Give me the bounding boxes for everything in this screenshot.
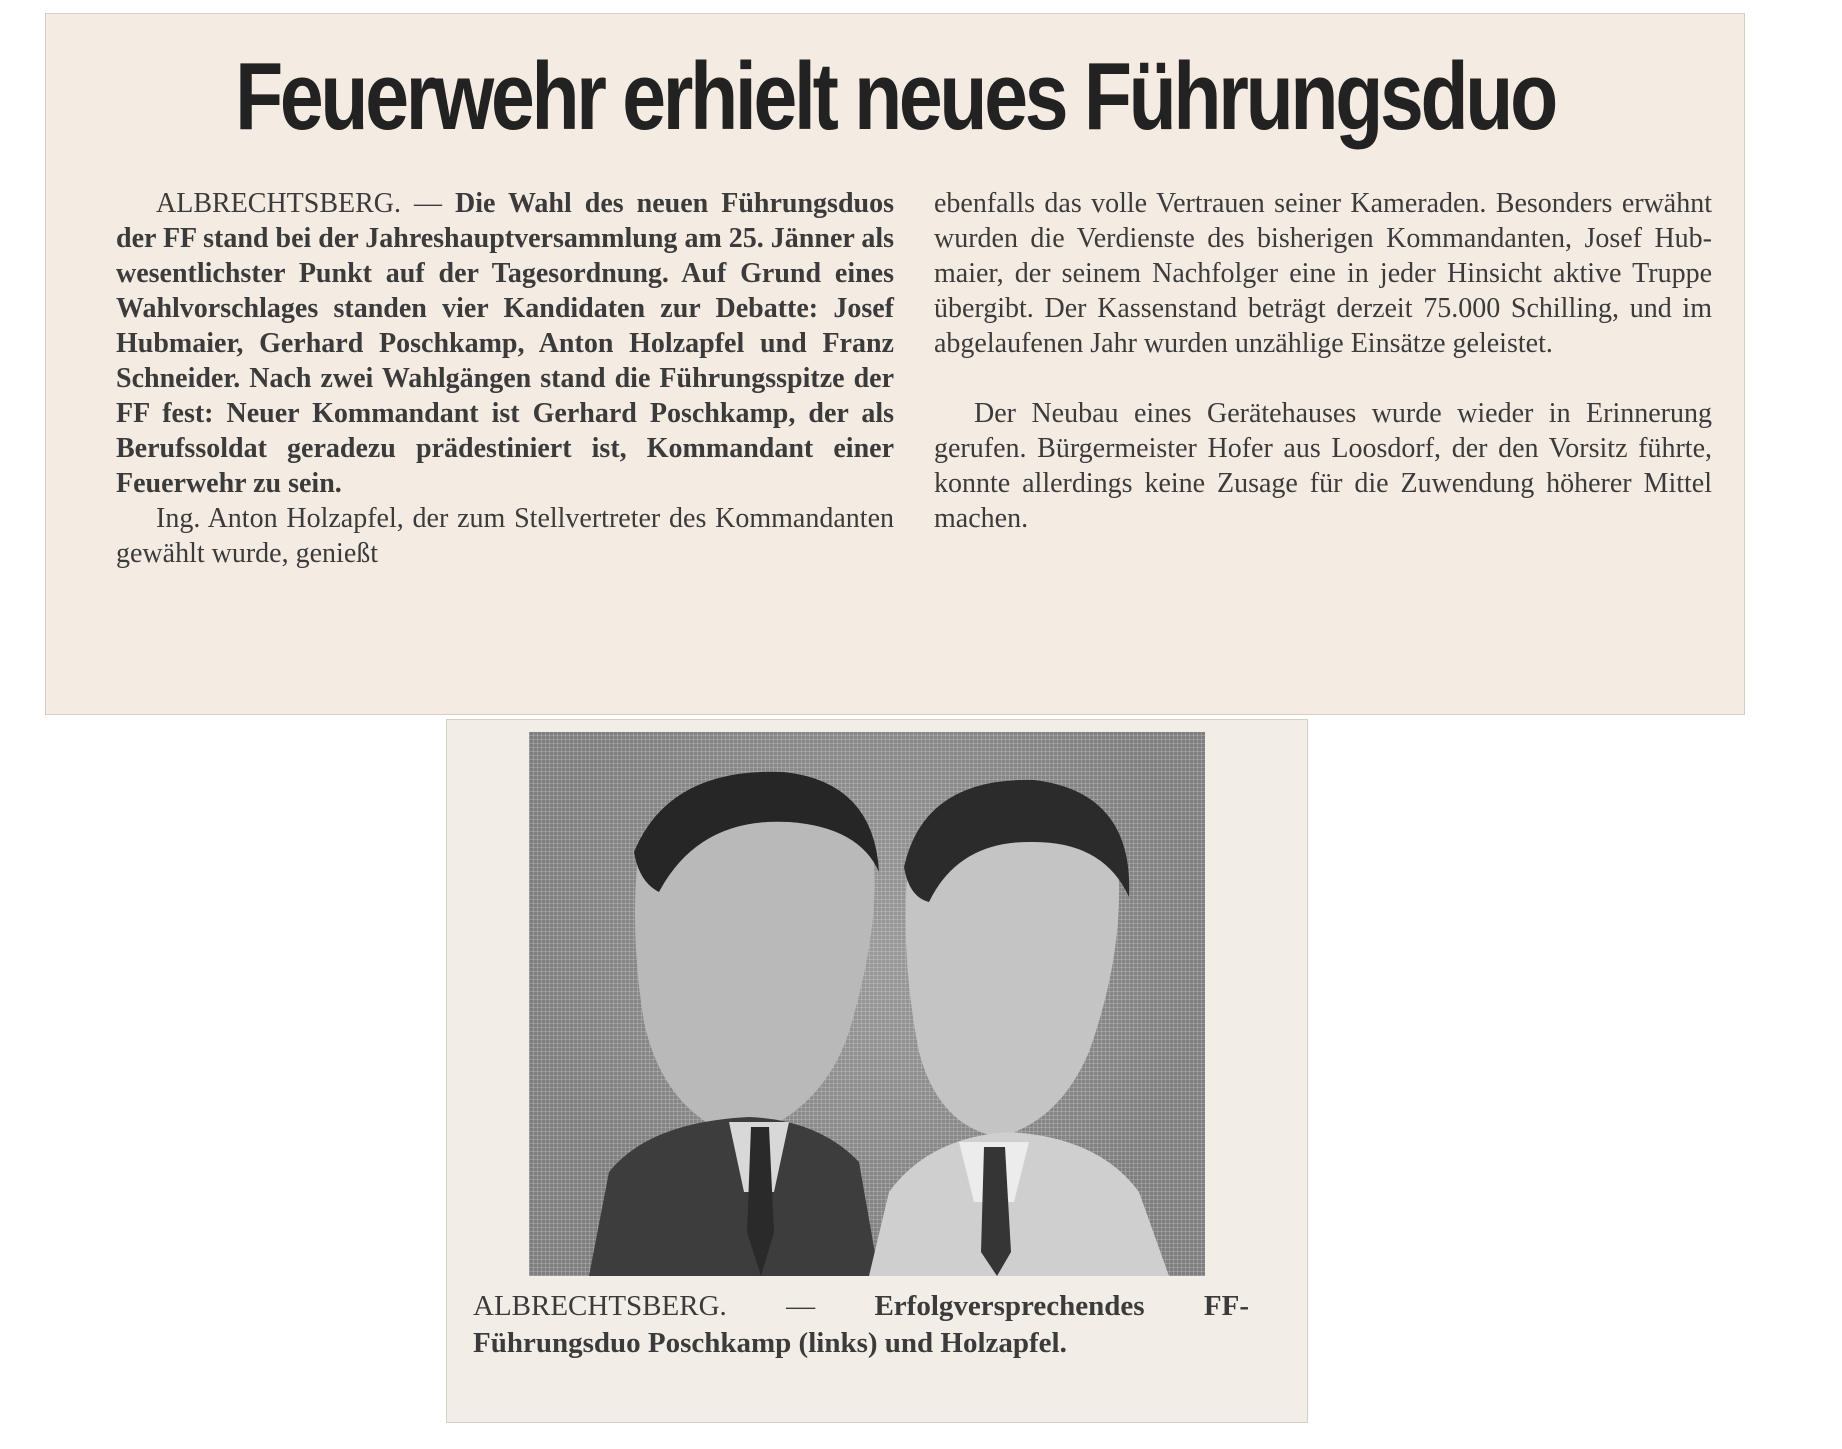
- two-men-portrait-image: [529, 732, 1205, 1276]
- article-column-right: [934, 186, 1712, 536]
- photo-caption: [473, 1288, 1249, 1362]
- paragraph-spacer: [934, 361, 1712, 396]
- article-paragraph-2: Ing. Anton Holzapfel, der zum Stellvertreter des Kommandanten gewählt wurde, genießt: [116, 503, 894, 569]
- article-paragraph-4: Der Neubau eines Gerätehauses wurde wieder in Erinnerung gerufen. Bürgermeister Hofer aus Loosdorf, der den Vorsitz führte, konnte allerdings keine Zusage für die Zuwendung höherer Mittel machen.: [934, 398, 1712, 534]
- article-column-left: [116, 186, 894, 571]
- article-clipping: [46, 14, 1744, 714]
- article-headline: Feuerwehr erhielt neues Führungsduo: [235, 43, 1555, 150]
- article-paragraph-1: [116, 186, 894, 501]
- caption-text: Erfolgversprechendes FF-Führungsduo Poschkamp (links) und Holzapfel.: [473, 1290, 1249, 1359]
- dateline: ALBRECHTSBERG. —: [156, 188, 443, 219]
- photo-clipping: [447, 720, 1307, 1422]
- lead-text: Die Wahl des neuen Führungsduos der FF stand bei der Jahreshauptversammlung am 25. Jänner als wesentlichster Punkt auf der Tagesordnung. Auf Grund eines Wahlvorschlages standen vier Kandidaten zur Debatte: Josef Hubmaier, Gerhard Poschkamp, Anton Holzapfel und Franz Schneider. Nach zwei Wahlgängen stand die Führungsspitze der FF fest: Neuer Kommandant ist Gerhard Poschkamp, der als Berufssoldat geradezu prädestiniert ist, Kommandant einer Feuerwehr zu sein.: [116, 188, 894, 499]
- caption-dateline: ALBRECHTSBERG. —: [473, 1290, 816, 1322]
- article-paragraph-3: ebenfalls das volle Vertrauen seiner Kameraden. Besonders erwähnt wurden die Verdienste des bisherigen Kommandanten, Josef Hubmaier, der seinem Nachfolger eine in jeder Hinsicht aktive Truppe übergibt. Der Kassenstand beträgt derzeit 75.000 Schilling, und im abgelaufenen Jahr wurden unzählige Einsätze geleistet.: [934, 188, 1712, 359]
- portrait-photo: [529, 732, 1205, 1276]
